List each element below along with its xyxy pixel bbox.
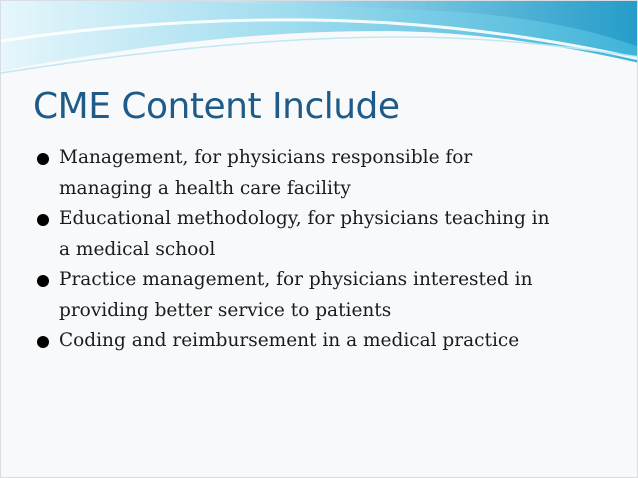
- bullet-item: [37, 265, 617, 326]
- filled-circle-bullet-icon: [37, 214, 49, 226]
- bullet-text-line: Educational methodology, for physicians teaching in: [59, 208, 550, 229]
- bullet-item: [37, 326, 617, 357]
- bullet-text-line: a medical school: [59, 238, 216, 260]
- slide-title: CME Content Include: [33, 86, 400, 127]
- bullet-item: [37, 204, 617, 265]
- filled-circle-bullet-icon: [37, 336, 49, 348]
- bullet-item: [37, 143, 617, 204]
- bullet-text-line: managing a health care facility: [59, 177, 351, 199]
- bullet-text-line: Coding and reimbursement in a medical practice: [59, 330, 520, 351]
- header-wave-banner: [1, 1, 638, 81]
- bullet-text-line: Practice management, for physicians interested in: [59, 269, 533, 290]
- filled-circle-bullet-icon: [37, 153, 49, 165]
- bullet-text-line: Management, for physicians responsible for: [59, 147, 473, 168]
- bullet-list: [37, 143, 617, 357]
- filled-circle-bullet-icon: [37, 275, 49, 287]
- bullet-text-line: providing better service to patients: [59, 299, 392, 321]
